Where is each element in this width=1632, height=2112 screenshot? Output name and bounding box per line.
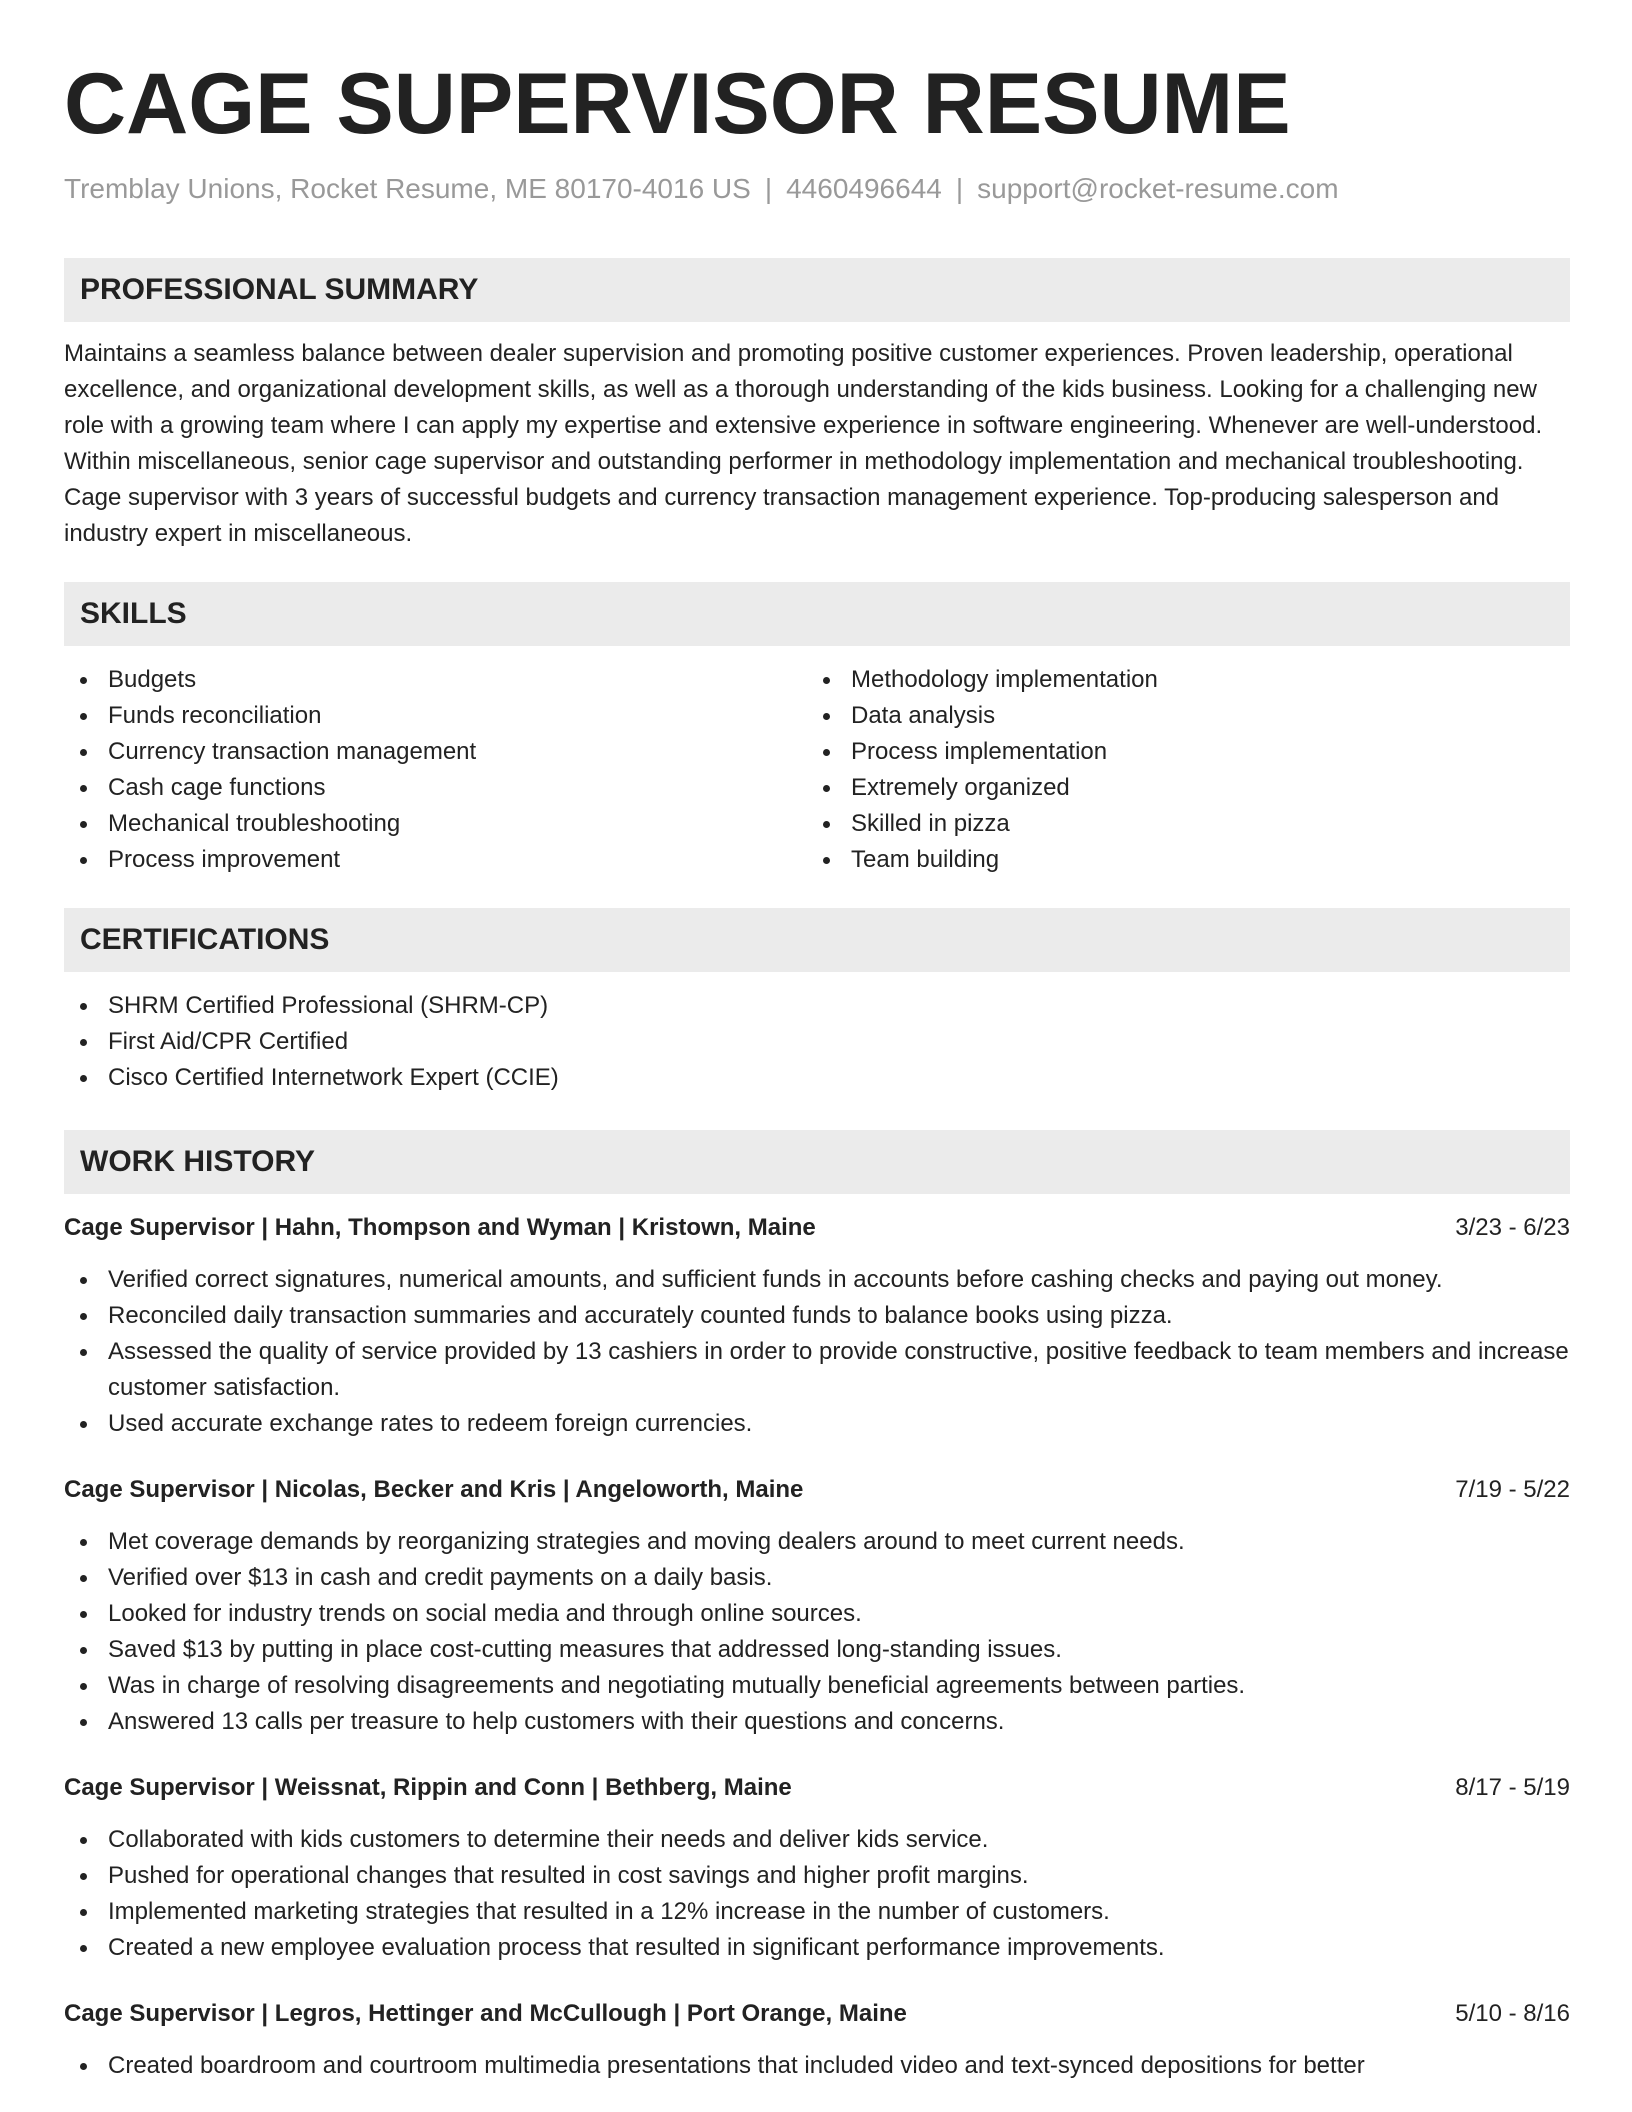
- job-bullet: Saved $13 by putting in place cost-cutting measures that addressed long-standing issues.: [64, 1632, 1570, 1668]
- job-title: Cage Supervisor | Legros, Hettinger and McCullough | Port Orange, Maine: [64, 2000, 907, 2027]
- skill-item: Cash cage functions: [64, 770, 807, 806]
- skill-item: Funds reconciliation: [64, 698, 807, 734]
- summary-text: Maintains a seamless balance between dealer supervision and promoting positive customer experiences. Proven leadership, operational excellence, and organizational development skills, as well as a thorough understanding of the kids business. Looking for a challenging new role with a growing team where I can apply my expertise and extensive experience in software engineering. Whenever are well-understood. Within miscellaneous, senior cage supervisor and outstanding performer in methodology implementation and mechanical troubleshooting. Cage supervisor with 3 years of successful budgets and currency transaction management experience. Top-producing salesperson and industry expert in miscellaneous.: [64, 340, 1543, 547]
- job-bullet: Looked for industry trends on social media and through online sources.: [64, 1596, 1570, 1632]
- job-dates: 7/19 - 5/22: [1455, 1476, 1570, 1503]
- job-header: [64, 1472, 1570, 1508]
- job-entry: [64, 1210, 1570, 1442]
- job-bullet: Assessed the quality of service provided by 13 cashiers in order to provide constructive, positive feedback to team members and increase customer satisfaction.: [64, 1334, 1570, 1406]
- contact-phone: 4460496644: [786, 173, 942, 204]
- resume-title: CAGE SUPERVISOR RESUME: [64, 56, 1291, 152]
- contact-separator: |: [955, 173, 964, 204]
- certifications-heading: CERTIFICATIONS: [64, 908, 1570, 972]
- job-bullets: [64, 1262, 1570, 1442]
- job-entry: [64, 1770, 1570, 1966]
- job-entry: [64, 1996, 1570, 2084]
- resume-page: [64, 0, 1570, 2084]
- skill-item: Process implementation: [807, 734, 1550, 770]
- job-bullet: Collaborated with kids customers to determine their needs and deliver kids service.: [64, 1822, 1570, 1858]
- job-bullet: Met coverage demands by reorganizing strategies and moving dealers around to meet current needs.: [64, 1524, 1570, 1560]
- job-dates: 8/17 - 5/19: [1455, 1774, 1570, 1801]
- certification-item: First Aid/CPR Certified: [64, 1024, 1570, 1060]
- job-header: [64, 1770, 1570, 1806]
- certifications-list: [64, 988, 1570, 1096]
- job-title: Cage Supervisor | Hahn, Thompson and Wyman | Kristown, Maine: [64, 1214, 816, 1241]
- job-bullet: Verified correct signatures, numerical amounts, and sufficient funds in accounts before cashing checks and paying out money.: [64, 1262, 1570, 1298]
- job-bullets: [64, 1822, 1570, 1966]
- skills-list: [64, 662, 1570, 878]
- job-title: Cage Supervisor | Weissnat, Rippin and Conn | Bethberg, Maine: [64, 1774, 792, 1801]
- contact-line: [64, 172, 1570, 206]
- skill-item: Team building: [807, 842, 1550, 878]
- job-bullet: Was in charge of resolving disagreements and negotiating mutually beneficial agreements between parties.: [64, 1668, 1570, 1704]
- job-bullets: [64, 1524, 1570, 1740]
- skill-item: Process improvement: [64, 842, 807, 878]
- job-bullet: Created a new employee evaluation process that resulted in significant performance improvements.: [64, 1930, 1570, 1966]
- contact-separator: |: [764, 173, 773, 204]
- skill-item: Methodology implementation: [807, 662, 1550, 698]
- summary-heading: PROFESSIONAL SUMMARY: [64, 258, 1570, 322]
- skills-column-left: [64, 662, 807, 878]
- job-bullets: [64, 2048, 1570, 2084]
- job-title: Cage Supervisor | Nicolas, Becker and Kris | Angeloworth, Maine: [64, 1476, 804, 1503]
- contact-address: Tremblay Unions, Rocket Resume, ME 80170-4016 US: [64, 173, 751, 204]
- job-bullet: Implemented marketing strategies that resulted in a 12% increase in the number of customers.: [64, 1894, 1570, 1930]
- job-bullet: Created boardroom and courtroom multimedia presentations that included video and text-synced depositions for better: [64, 2048, 1570, 2084]
- job-bullet: Verified over $13 in cash and credit payments on a daily basis.: [64, 1560, 1570, 1596]
- certification-item: Cisco Certified Internetwork Expert (CCIE): [64, 1060, 1570, 1096]
- skill-item: Extremely organized: [807, 770, 1550, 806]
- skill-item: Data analysis: [807, 698, 1550, 734]
- job-bullet: Pushed for operational changes that resulted in cost savings and higher profit margins.: [64, 1858, 1570, 1894]
- contact-email: support@rocket-resume.com: [977, 173, 1339, 204]
- skills-heading: SKILLS: [64, 582, 1570, 646]
- work-history-heading: WORK HISTORY: [64, 1130, 1570, 1194]
- job-dates: 5/10 - 8/16: [1455, 2000, 1570, 2027]
- job-bullet: Answered 13 calls per treasure to help customers with their questions and concerns.: [64, 1704, 1570, 1740]
- certification-item: SHRM Certified Professional (SHRM-CP): [64, 988, 1570, 1024]
- skill-item: Skilled in pizza: [807, 806, 1550, 842]
- skill-item: Budgets: [64, 662, 807, 698]
- job-entry: [64, 1472, 1570, 1740]
- job-header: [64, 1210, 1570, 1246]
- skills-column-right: [807, 662, 1550, 878]
- job-header: [64, 1996, 1570, 2032]
- job-bullet: Reconciled daily transaction summaries and accurately counted funds to balance books using pizza.: [64, 1298, 1570, 1334]
- skill-item: Mechanical troubleshooting: [64, 806, 807, 842]
- job-bullet: Used accurate exchange rates to redeem foreign currencies.: [64, 1406, 1570, 1442]
- job-dates: 3/23 - 6/23: [1455, 1214, 1570, 1241]
- skill-item: Currency transaction management: [64, 734, 807, 770]
